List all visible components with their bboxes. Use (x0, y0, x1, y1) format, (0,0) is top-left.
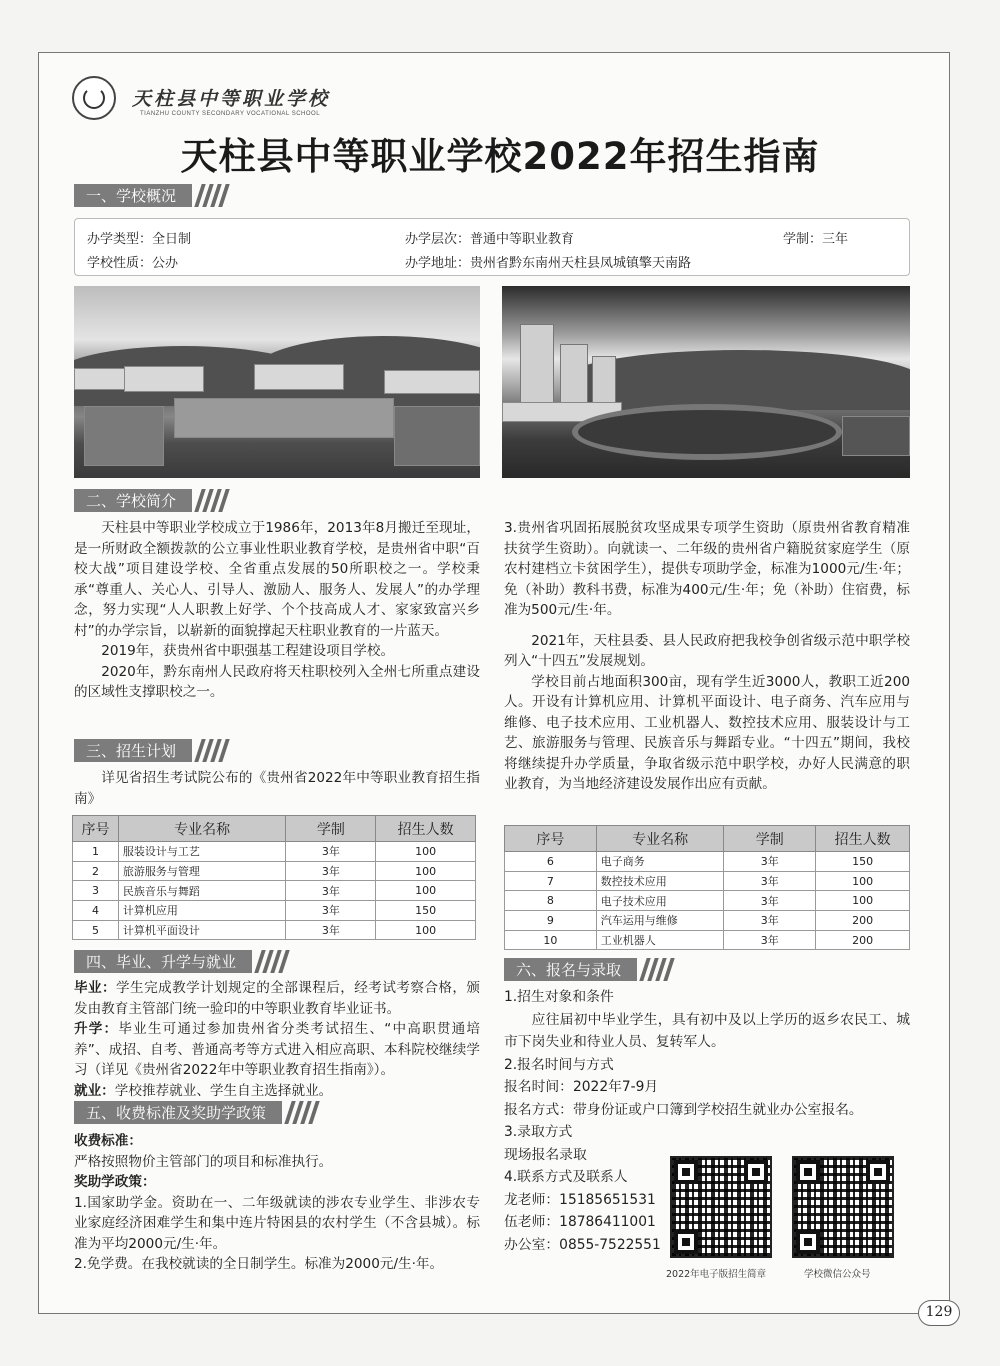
school-years: 学制：三年 (783, 232, 849, 247)
table-row: 5 计算机平面设计 3年 100 (73, 920, 476, 940)
col-header: 专业名称 (118, 816, 286, 842)
section-heading-registration: 六、报名与录取 (504, 958, 675, 981)
qr-caption-wechat: 学校微信公众号 (804, 1269, 871, 1280)
section-heading-fees: 五、收费标准及奖助学政策 (74, 1101, 320, 1124)
col-header: 专业名称 (596, 826, 724, 852)
table-row: 4 计算机应用 3年 150 (73, 901, 476, 921)
table-row: 3 民族音乐与舞蹈 3年 100 (73, 881, 476, 901)
section-heading-overview: 一、学校概况 (74, 184, 230, 207)
col-header: 学制 (286, 816, 376, 842)
table-row: 10 工业机器人 3年 200 (505, 930, 910, 950)
graduation-text: 毕业：学生完成教学计划规定的全部课程后，经考试考察合格，颁发由教育主管部门统一验印的中等职业教育毕业证书。 升学：毕业生可通过参加贵州省分类考试招生、“中高职贯通培养”、成招、自考、普通高考等方式进入相应高职、本科院校继续学习（详见《贵州省2022年中等职业教育招生指南》）。 就业：学校推荐就业、学生自主选择就业。 (74, 980, 481, 1099)
table-row: 9 汽车运用与维修 3年 200 (505, 911, 910, 931)
school-address: 办学地址：贵州省黔东南州天柱县凤城镇擎天南路 (405, 256, 692, 271)
col-header: 序号 (73, 816, 119, 842)
page-title: 天柱县中等职业学校2022年招生指南 (180, 135, 820, 178)
qr-caption-brochure: 2022年电子版招生简章 (666, 1269, 767, 1280)
table-row: 2 旅游服务与管理 3年 100 (73, 861, 476, 881)
qr-code-brochure[interactable] (670, 1156, 772, 1258)
intro-right-text (504, 518, 910, 795)
intro-paragraph-1: 天柱县中等职业学校成立于1986年，2013年8月搬迁至现址，是一所财政全额拨款的公立事业性职业教育学校，是贵州省中职“百校大战”项目建设学校、全省重点发展的50所职校之一。学校秉承“尊重人、关心人、引导人、激励人、服务人、发展人”的办学理念，努力实现“人人职教上好学、个个技高成人才、家家致富兴乡村”的办学宗旨，以崭新的面貌撑起天柱职业教育的一片蓝天。 (74, 520, 480, 639)
fees-text: 收费标准： 严格按照物价主管部门的项目和标准执行。 奖助学政策： 1.国家助学金。资助在一、二年级就读的涉农专业学生、非涉农专业家庭经济困难学生和集中连片特困县的农村学生（不含县城）。标准为平均2000元/生·年。 2.免学费。在我校就读的全日制学生。标准为2000元/生·年。 (74, 1133, 480, 1272)
intro-left-text (74, 518, 480, 703)
table-row: 8 电子技术应用 3年 100 (505, 891, 910, 911)
section-heading-intro: 二、学校简介 (74, 489, 230, 512)
overview-info-box (74, 218, 910, 276)
campus-photo-buildings (74, 286, 480, 478)
col-header: 学制 (724, 826, 816, 852)
intro-paragraph-3: 2020年，黔东南州人民政府将天柱职校列入全州七所重点建设的区域性支撑职校之一。 (74, 663, 480, 700)
school-name-en: TIANZHU COUNTY SECONDARY VOCATIONAL SCHOOL (140, 111, 321, 117)
school-logo (72, 76, 116, 120)
school-level: 办学层次：普通中等职业教育 (405, 232, 575, 247)
school-name-cn: 天柱县中等职业学校 (132, 88, 331, 110)
aid-paragraph-3: 3.贵州省巩固拓展脱贫攻坚成果专项学生资助（原贵州省教育精准扶贫学生资助）。向就读一、二年级的贵州省户籍脱贫家庭学生（原农村建档立卡贫困学生），提供专项助学金，标准为1000元/生·年；免（补助）教科书费，标准为400元/生·年；免（补助）住宿费，标准为500元/生·年。 (504, 520, 910, 618)
intro-paragraph-2: 2019年，获贵州省中职强基工程建设项目学校。 (101, 643, 395, 659)
page-number: 129 (918, 1300, 960, 1326)
section-heading-graduation: 四、毕业、升学与就业 (74, 950, 290, 973)
table-row: 6 电子商务 3年 150 (505, 852, 910, 872)
qr-code-wechat[interactable] (792, 1156, 894, 1258)
col-header: 招生人数 (376, 816, 476, 842)
table-row: 7 数控技术应用 3年 100 (505, 871, 910, 891)
plan-intro: 详见省招生考试院公布的《贵州省2022年中等职业教育招生指南》 (74, 770, 480, 807)
col-header: 招生人数 (816, 826, 910, 852)
school-nature: 学校性质：公办 (87, 256, 179, 271)
registration-text: 1.招生对象和条件 应往届初中毕业学生，具有初中及以上学历的返乡农民工、城市下岗失业和待业人员、复转军人。 2.报名时间与方式 报名时间：2022年7-9月 报名方式：带身份证或户口簿到学校招生就业办公室报名。 3.录取方式 现场报名录取 4.联系方式及联系人 龙老师：15185651531 伍老师：18786411001 办公室：0855-7522551 (504, 989, 910, 1253)
campus-paragraph: 学校目前占地面积300亩，现有学生近3000人，教职工近200人。开设有计算机应用、计算机平面设计、电子商务、汽车应用与维修、电子技术应用、工业机器人、数控技术应用、服装设计与工艺、旅游服务与管理、民族音乐与舞蹈专业。“十四五”期间，我校将继续提升办学质量，争取省级示范中职学校，办好人民满意的职业教育，为当地经济建设发展作出应有贡献。 (504, 673, 910, 792)
enrollment-table-left (72, 815, 476, 940)
section-heading-plan: 三、招生计划 (74, 739, 230, 762)
table-row: 1 服装设计与工艺 3年 100 (73, 842, 476, 862)
plan-paragraph: 2021年，天柱县委、县人民政府把我校争创省级示范中职学校列入“十四五”发展规划。 (504, 632, 910, 669)
school-type: 办学类型：全日制 (87, 232, 192, 247)
col-header: 序号 (505, 826, 597, 852)
enrollment-table-right (504, 825, 910, 950)
campus-photo-track (502, 286, 910, 478)
